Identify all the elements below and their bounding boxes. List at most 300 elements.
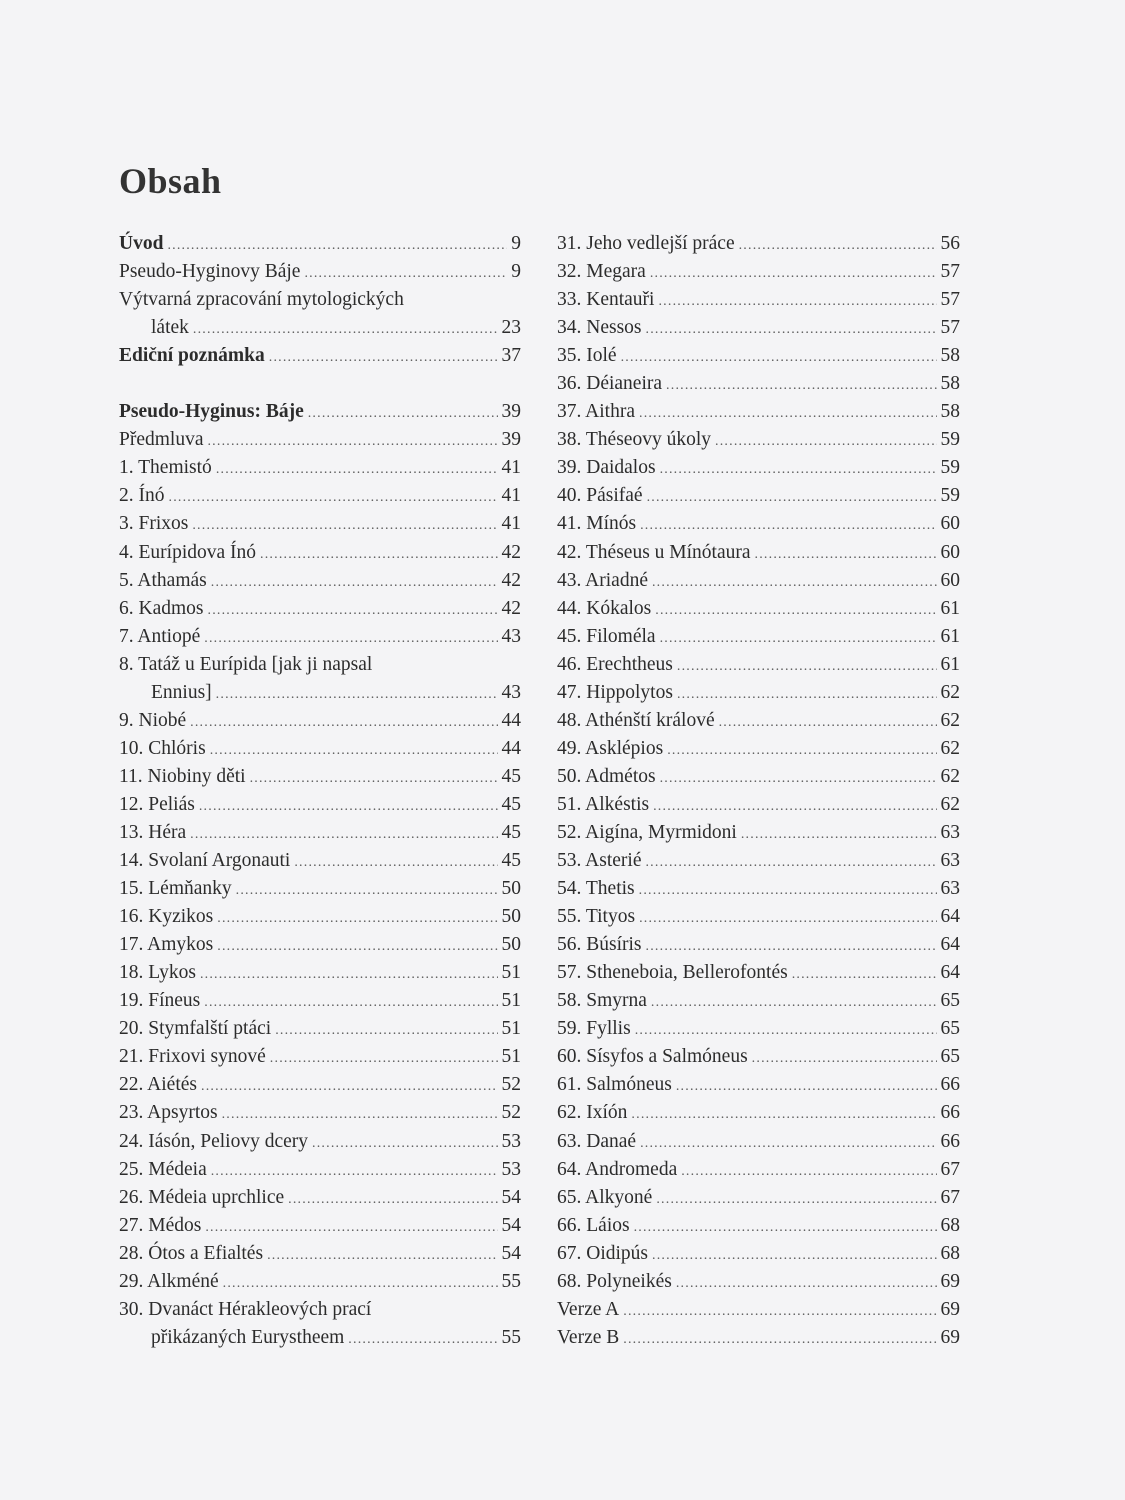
toc-page-number: 55 bbox=[501, 1326, 521, 1348]
toc-entry-title: látek bbox=[151, 317, 189, 339]
toc-leader-dots bbox=[646, 316, 937, 344]
toc-leader-dots bbox=[208, 597, 498, 625]
toc-page-number: 60 bbox=[940, 569, 960, 591]
toc-entry bbox=[557, 847, 960, 875]
toc-entry bbox=[119, 539, 521, 567]
toc-leader-dots bbox=[631, 1101, 936, 1129]
toc-entry-title: 38. Théseovy úkoly bbox=[557, 429, 712, 451]
toc-leader-dots bbox=[623, 1298, 936, 1326]
toc-leader-dots bbox=[269, 344, 498, 372]
toc-entry bbox=[119, 567, 521, 595]
toc-entry bbox=[557, 510, 960, 538]
toc-page-number: 62 bbox=[940, 709, 960, 731]
toc-page-number: 59 bbox=[940, 485, 960, 507]
toc-page-number: 61 bbox=[940, 625, 960, 647]
toc-entry-title: 17. Amykos bbox=[119, 934, 214, 956]
toc-leader-dots bbox=[267, 1242, 497, 1270]
toc-page-number: 55 bbox=[501, 1270, 521, 1292]
toc-leader-dots bbox=[210, 737, 498, 765]
toc-entry bbox=[557, 398, 960, 426]
toc-entry-title: 42. Théseus u Mínótaura bbox=[557, 541, 751, 563]
toc-entry-title: 65. Alkyoné bbox=[557, 1186, 653, 1208]
toc-page-number: 45 bbox=[501, 850, 521, 872]
toc-page-number: 69 bbox=[940, 1270, 960, 1292]
toc-entry-title: 12. Peliás bbox=[119, 793, 195, 815]
page-title: Obsah bbox=[119, 161, 222, 202]
toc-page-number: 64 bbox=[940, 934, 960, 956]
toc-leader-dots bbox=[755, 541, 937, 569]
toc-entry-title: Předmluva bbox=[119, 429, 204, 451]
toc-entry bbox=[119, 426, 521, 454]
toc-leader-dots bbox=[646, 933, 937, 961]
toc-leader-dots bbox=[190, 821, 497, 849]
toc-entry bbox=[119, 1128, 521, 1156]
toc-leader-dots bbox=[676, 1270, 937, 1298]
toc-entry-title: 39. Daidalos bbox=[557, 457, 656, 479]
toc-entry-title: 54. Thetis bbox=[557, 878, 635, 900]
toc-entry bbox=[119, 847, 521, 875]
toc-leader-dots bbox=[211, 569, 498, 597]
toc-entry-title: Výtvarná zpracování mytologických bbox=[119, 289, 404, 311]
toc-entry bbox=[119, 875, 521, 903]
toc-entry bbox=[557, 595, 960, 623]
toc-page-number: 9 bbox=[511, 233, 521, 254]
toc-entry bbox=[119, 903, 521, 931]
toc-leader-dots bbox=[205, 1214, 497, 1242]
toc-leader-dots bbox=[217, 905, 497, 933]
toc-page-number: 62 bbox=[940, 681, 960, 703]
toc-page-number: 44 bbox=[501, 737, 521, 759]
toc-page-number: 61 bbox=[940, 597, 960, 619]
toc-entry-title: 35. Iolé bbox=[557, 345, 617, 367]
toc-entry-title: 27. Médos bbox=[119, 1214, 202, 1236]
toc-entry bbox=[119, 1296, 521, 1324]
toc-page-number: 65 bbox=[940, 990, 960, 1012]
toc-entry-title: 9. Niobé bbox=[119, 709, 187, 731]
toc-page-number: 37 bbox=[501, 345, 521, 367]
toc-entry-title: 60. Sísyfos a Salmóneus bbox=[557, 1046, 748, 1068]
toc-page-number: 59 bbox=[940, 457, 960, 479]
toc-entry-title: 34. Nessos bbox=[557, 317, 642, 339]
toc-entry bbox=[119, 763, 521, 791]
toc-entry-title: 48. Athénští králové bbox=[557, 709, 715, 731]
toc-entry bbox=[557, 286, 960, 314]
toc-entry bbox=[557, 342, 960, 370]
toc-leader-dots bbox=[639, 877, 937, 905]
toc-entry-title: 24. Iásón, Peliovy dcery bbox=[119, 1130, 309, 1152]
toc-entry bbox=[557, 1156, 960, 1184]
toc-leader-dots bbox=[647, 484, 937, 512]
toc-entry-title: 41. Mínós bbox=[557, 513, 637, 535]
toc-page-number: 66 bbox=[940, 1074, 960, 1096]
toc-entry bbox=[119, 1184, 521, 1212]
toc-entry-title: 43. Ariadné bbox=[557, 569, 648, 591]
toc-leader-dots bbox=[639, 400, 937, 428]
toc-page-number: 42 bbox=[501, 597, 521, 619]
toc-page-number: 50 bbox=[501, 878, 521, 900]
toc-leader-dots bbox=[652, 1242, 936, 1270]
toc-entry bbox=[557, 651, 960, 679]
toc-page-number: 41 bbox=[501, 457, 521, 479]
toc-entry bbox=[119, 623, 521, 651]
toc-entry-title: 55. Tityos bbox=[557, 906, 636, 928]
toc-page-number: 68 bbox=[940, 1214, 960, 1236]
toc-entry bbox=[557, 763, 960, 791]
toc-page-number: 43 bbox=[501, 625, 521, 647]
toc-entry-title: 15. Lémňanky bbox=[119, 878, 232, 900]
toc-entry-title: 14. Svolaní Argonauti bbox=[119, 850, 291, 872]
toc-entry bbox=[557, 1240, 960, 1268]
toc-leader-dots bbox=[677, 653, 937, 681]
toc-entry-title: Verze B bbox=[557, 1326, 620, 1348]
toc-entry-title: Ennius] bbox=[151, 681, 212, 703]
toc-page-number: 67 bbox=[940, 1186, 960, 1208]
toc-entry-title: 52. Aigína, Myrmidoni bbox=[557, 821, 737, 843]
toc-page-number: 54 bbox=[501, 1186, 521, 1208]
toc-entry bbox=[119, 1015, 521, 1043]
toc-page-number: 59 bbox=[940, 429, 960, 451]
toc-entry-title: 45. Filoméla bbox=[557, 625, 656, 647]
toc-page-number: 53 bbox=[501, 1158, 521, 1180]
toc-entry-title: 47. Hippolytos bbox=[557, 681, 673, 703]
toc-entry-title: 13. Héra bbox=[119, 821, 187, 843]
toc-page-number: 52 bbox=[501, 1102, 521, 1124]
toc-entry-title: 58. Smyrna bbox=[557, 990, 647, 1012]
toc-entry bbox=[557, 1015, 960, 1043]
toc-entry bbox=[557, 539, 960, 567]
toc-entry bbox=[557, 1184, 960, 1212]
toc-page-number: 45 bbox=[501, 765, 521, 787]
toc-entry bbox=[557, 426, 960, 454]
toc-page-number: 69 bbox=[940, 1298, 960, 1320]
toc-leader-dots bbox=[660, 765, 937, 793]
toc-page-number: 60 bbox=[940, 541, 960, 563]
toc-page-number: 51 bbox=[501, 1018, 521, 1040]
toc-entry bbox=[119, 707, 521, 735]
toc-page-number: 45 bbox=[501, 793, 521, 815]
toc-entry-title: 7. Antiopé bbox=[119, 625, 201, 647]
toc-entry bbox=[557, 1043, 960, 1071]
toc-entry bbox=[119, 1043, 521, 1071]
toc-page-number: 57 bbox=[940, 261, 960, 283]
toc-entry bbox=[557, 931, 960, 959]
toc-leader-dots bbox=[204, 989, 497, 1017]
toc-leader-dots bbox=[653, 793, 936, 821]
toc-page-number: 68 bbox=[940, 1242, 960, 1264]
toc-page-number: 43 bbox=[501, 681, 521, 703]
toc-entry-title: 32. Megara bbox=[557, 261, 646, 283]
toc-entry bbox=[119, 286, 521, 314]
toc-entry-title: 22. Aiétés bbox=[119, 1074, 197, 1096]
toc-entry bbox=[557, 623, 960, 651]
toc-page-number: 60 bbox=[940, 513, 960, 535]
toc-entry bbox=[119, 1240, 521, 1268]
toc-leader-dots bbox=[270, 1045, 498, 1073]
toc-entry-title: Úvod bbox=[119, 233, 164, 254]
toc-right-column bbox=[557, 230, 960, 1352]
toc-entry bbox=[557, 1128, 960, 1156]
toc-entry-title: 33. Kentauři bbox=[557, 289, 655, 311]
toc-leader-dots bbox=[250, 765, 498, 793]
toc-entry-title: 49. Asklépios bbox=[557, 737, 664, 759]
toc-page-number: 39 bbox=[501, 429, 521, 451]
toc-page-number: 62 bbox=[940, 737, 960, 759]
toc-leader-dots bbox=[650, 260, 937, 288]
toc-entry bbox=[557, 791, 960, 819]
toc-entry bbox=[557, 567, 960, 595]
toc-page-number: 23 bbox=[501, 317, 521, 339]
toc-entry bbox=[557, 819, 960, 847]
toc-leader-dots bbox=[658, 288, 936, 316]
toc-entry-title: 23. Apsyrtos bbox=[119, 1102, 218, 1124]
toc-entry-title: 5. Athamás bbox=[119, 569, 207, 591]
toc-leader-dots bbox=[667, 737, 936, 765]
toc-page-number: 54 bbox=[501, 1242, 521, 1264]
toc-leader-dots bbox=[223, 1270, 498, 1298]
toc-page-number: 63 bbox=[940, 850, 960, 872]
toc-entry bbox=[119, 651, 521, 679]
toc-leader-dots bbox=[715, 428, 936, 456]
toc-page-number: 58 bbox=[940, 345, 960, 367]
toc-page-number: 57 bbox=[940, 289, 960, 311]
toc-page-number: 51 bbox=[501, 1046, 521, 1068]
toc-leader-dots bbox=[216, 681, 498, 709]
toc-entry bbox=[119, 931, 521, 959]
toc-entry bbox=[119, 482, 521, 510]
toc-leader-dots bbox=[200, 961, 498, 989]
toc-leader-dots bbox=[719, 709, 937, 737]
toc-page-number: 62 bbox=[940, 765, 960, 787]
toc-page-number: 66 bbox=[940, 1130, 960, 1152]
toc-leader-dots bbox=[304, 260, 507, 288]
toc-leader-dots bbox=[308, 400, 498, 428]
toc-leader-dots bbox=[635, 1017, 937, 1045]
toc-page-number: 51 bbox=[501, 962, 521, 984]
toc-entry bbox=[557, 903, 960, 931]
toc-entry bbox=[557, 258, 960, 286]
toc-entry-title: 57. Stheneboia, Bellerofontés bbox=[557, 962, 788, 984]
toc-page-number: 44 bbox=[501, 709, 521, 731]
toc-entry-title: 16. Kyzikos bbox=[119, 906, 214, 928]
toc-leader-dots bbox=[640, 512, 936, 540]
toc-entry bbox=[119, 791, 521, 819]
toc-page-number: 65 bbox=[940, 1046, 960, 1068]
toc-entry bbox=[557, 875, 960, 903]
toc-entry-title: 19. Fíneus bbox=[119, 990, 201, 1012]
toc-page-number: 65 bbox=[940, 1018, 960, 1040]
toc-entry bbox=[557, 707, 960, 735]
toc-entry-title: 37. Aithra bbox=[557, 401, 635, 423]
toc-entry bbox=[119, 230, 521, 258]
toc-leader-dots bbox=[651, 989, 937, 1017]
toc-leader-dots bbox=[660, 456, 937, 484]
toc-page-number: 66 bbox=[940, 1102, 960, 1124]
toc-entry-title: přikázaných Eurystheem bbox=[151, 1326, 345, 1348]
toc-page-number: 64 bbox=[940, 906, 960, 928]
toc-entry-title: 51. Alkéstis bbox=[557, 793, 650, 815]
toc-leader-dots bbox=[222, 1101, 498, 1129]
toc-page-number: 69 bbox=[940, 1326, 960, 1348]
toc-entry-title: 56. Búsíris bbox=[557, 934, 642, 956]
toc-leader-dots bbox=[621, 344, 937, 372]
toc-entry bbox=[119, 1071, 521, 1099]
toc-page-number: 51 bbox=[501, 990, 521, 1012]
toc-entry bbox=[557, 1071, 960, 1099]
toc-entry bbox=[119, 1099, 521, 1127]
toc-leader-dots bbox=[639, 905, 936, 933]
toc-leader-dots bbox=[288, 1186, 497, 1214]
toc-leader-dots bbox=[236, 877, 498, 905]
toc-leader-dots bbox=[199, 793, 498, 821]
toc-entry-title: 66. Láios bbox=[557, 1214, 630, 1236]
toc-entry bbox=[119, 819, 521, 847]
toc-entry-title: 61. Salmóneus bbox=[557, 1074, 672, 1096]
toc-page-number: 57 bbox=[940, 317, 960, 339]
toc-page-number: 54 bbox=[501, 1214, 521, 1236]
toc-leader-dots bbox=[741, 821, 937, 849]
toc-entry-title: 50. Admétos bbox=[557, 765, 656, 787]
toc-leader-dots bbox=[312, 1130, 497, 1158]
toc-leader-dots bbox=[207, 428, 497, 456]
toc-entry bbox=[119, 258, 521, 286]
toc-leader-dots bbox=[634, 1214, 937, 1242]
toc-leader-dots bbox=[348, 1326, 497, 1354]
toc-leader-dots bbox=[677, 681, 937, 709]
toc-leader-dots bbox=[190, 709, 497, 737]
toc-leader-dots bbox=[792, 961, 937, 989]
toc-leader-dots bbox=[294, 849, 497, 877]
toc-leader-dots bbox=[656, 1186, 936, 1214]
toc-leader-dots bbox=[260, 541, 497, 569]
toc-entry-title: 62. Ixíón bbox=[557, 1102, 628, 1124]
toc-leader-dots bbox=[169, 484, 498, 512]
toc-entry-title: Verze A bbox=[557, 1298, 620, 1320]
toc-entry-title: Pseudo-Hyginus: Báje bbox=[119, 401, 304, 423]
toc-leader-dots bbox=[167, 232, 507, 260]
toc-entry-title: 26. Médeia uprchlice bbox=[119, 1186, 285, 1208]
toc-leader-dots bbox=[666, 372, 936, 400]
toc-spacer bbox=[119, 370, 521, 398]
toc-entry-title: 21. Frixovi synové bbox=[119, 1046, 266, 1068]
toc-entry bbox=[557, 370, 960, 398]
toc-entry-title: 53. Asterié bbox=[557, 850, 642, 872]
toc-entry bbox=[557, 959, 960, 987]
toc-leader-dots bbox=[739, 232, 937, 260]
toc-entry-title: 64. Andromeda bbox=[557, 1158, 678, 1180]
toc-entry-title: Pseudo-Hyginovy Báje bbox=[119, 261, 301, 283]
toc-entry-title: 67. Oidipús bbox=[557, 1242, 649, 1264]
toc-entry bbox=[557, 454, 960, 482]
toc-entry-title: 59. Fyllis bbox=[557, 1018, 631, 1040]
toc-page-number: 63 bbox=[940, 821, 960, 843]
toc-entry bbox=[557, 1099, 960, 1127]
toc-entry bbox=[119, 398, 521, 426]
toc-entry-title: 30. Dvanáct Hérakleových prací bbox=[119, 1298, 372, 1320]
toc-page-number: 41 bbox=[501, 513, 521, 535]
toc-page-number: 56 bbox=[940, 233, 960, 254]
toc-entry-title: 46. Erechtheus bbox=[557, 653, 673, 675]
toc-leader-dots bbox=[211, 1158, 498, 1186]
toc-page-number: 63 bbox=[940, 878, 960, 900]
toc-entry-title: 18. Lykos bbox=[119, 962, 196, 984]
toc-entry bbox=[119, 314, 521, 342]
toc-entry-title: 36. Déianeira bbox=[557, 373, 663, 395]
toc-entry-title: 20. Stymfalští ptáci bbox=[119, 1018, 272, 1040]
toc-leader-dots bbox=[193, 316, 498, 344]
toc-leader-dots bbox=[192, 512, 497, 540]
toc-entry-title: 63. Danaé bbox=[557, 1130, 637, 1152]
toc-leader-dots bbox=[640, 1130, 936, 1158]
toc-entry bbox=[119, 595, 521, 623]
toc-leader-dots bbox=[217, 933, 497, 961]
toc-page-number: 42 bbox=[501, 541, 521, 563]
toc-entry-title: 1. Themistó bbox=[119, 457, 212, 479]
toc-entry bbox=[119, 1212, 521, 1240]
toc-entry-title: 2. Ínó bbox=[119, 485, 165, 507]
toc-leader-dots bbox=[655, 597, 936, 625]
toc-page-number: 58 bbox=[940, 373, 960, 395]
toc-entry bbox=[119, 679, 521, 707]
toc-entry-title: 3. Frixos bbox=[119, 513, 189, 535]
toc-entry-title: 6. Kadmos bbox=[119, 597, 204, 619]
toc-leader-dots bbox=[275, 1017, 497, 1045]
toc-leader-dots bbox=[660, 625, 937, 653]
toc-entry bbox=[557, 735, 960, 763]
toc-entry bbox=[557, 230, 960, 258]
toc-page-number: 62 bbox=[940, 793, 960, 815]
toc-leader-dots bbox=[652, 569, 937, 597]
toc-page-number: 42 bbox=[501, 569, 521, 591]
toc-entry-title: 29. Alkméné bbox=[119, 1270, 219, 1292]
toc-entry-title: 44. Kókalos bbox=[557, 597, 652, 619]
toc-entry bbox=[557, 987, 960, 1015]
toc-entry-title: 28. Ótos a Efialtés bbox=[119, 1242, 264, 1264]
toc-entry-title: 25. Médeia bbox=[119, 1158, 207, 1180]
toc-entry bbox=[119, 342, 521, 370]
toc-leader-dots bbox=[623, 1326, 936, 1354]
toc-entry-title: 11. Niobiny děti bbox=[119, 765, 246, 787]
toc-entry bbox=[557, 1296, 960, 1324]
toc-page-number: 52 bbox=[501, 1074, 521, 1096]
toc-page-number: 9 bbox=[511, 261, 521, 283]
toc-leader-dots bbox=[216, 456, 498, 484]
toc-page-number: 41 bbox=[501, 485, 521, 507]
toc-entry-title: 10. Chlóris bbox=[119, 737, 206, 759]
toc-entry-title: 31. Jeho vedlejší práce bbox=[557, 233, 735, 254]
toc-left-column bbox=[119, 230, 521, 1352]
toc-entry bbox=[119, 1324, 521, 1352]
toc-page-number: 45 bbox=[501, 821, 521, 843]
toc-entry-title: Ediční poznámka bbox=[119, 345, 265, 367]
toc-entry-title: 68. Polyneikés bbox=[557, 1270, 672, 1292]
toc-entry bbox=[557, 482, 960, 510]
toc-entry bbox=[119, 1156, 521, 1184]
toc-page-number: 58 bbox=[940, 401, 960, 423]
toc-page-number: 61 bbox=[940, 653, 960, 675]
toc-entry bbox=[557, 1268, 960, 1296]
toc-leader-dots bbox=[681, 1158, 936, 1186]
toc-page-number: 50 bbox=[501, 906, 521, 928]
toc-page-number: 64 bbox=[940, 962, 960, 984]
toc-entry bbox=[119, 510, 521, 538]
toc-page-number: 67 bbox=[940, 1158, 960, 1180]
toc-leader-dots bbox=[752, 1045, 937, 1073]
toc-entry bbox=[119, 959, 521, 987]
toc-entry-title: 4. Eurípidova Ínó bbox=[119, 541, 257, 563]
toc-entry bbox=[557, 1324, 960, 1352]
toc-entry bbox=[119, 454, 521, 482]
toc-leader-dots bbox=[676, 1073, 937, 1101]
